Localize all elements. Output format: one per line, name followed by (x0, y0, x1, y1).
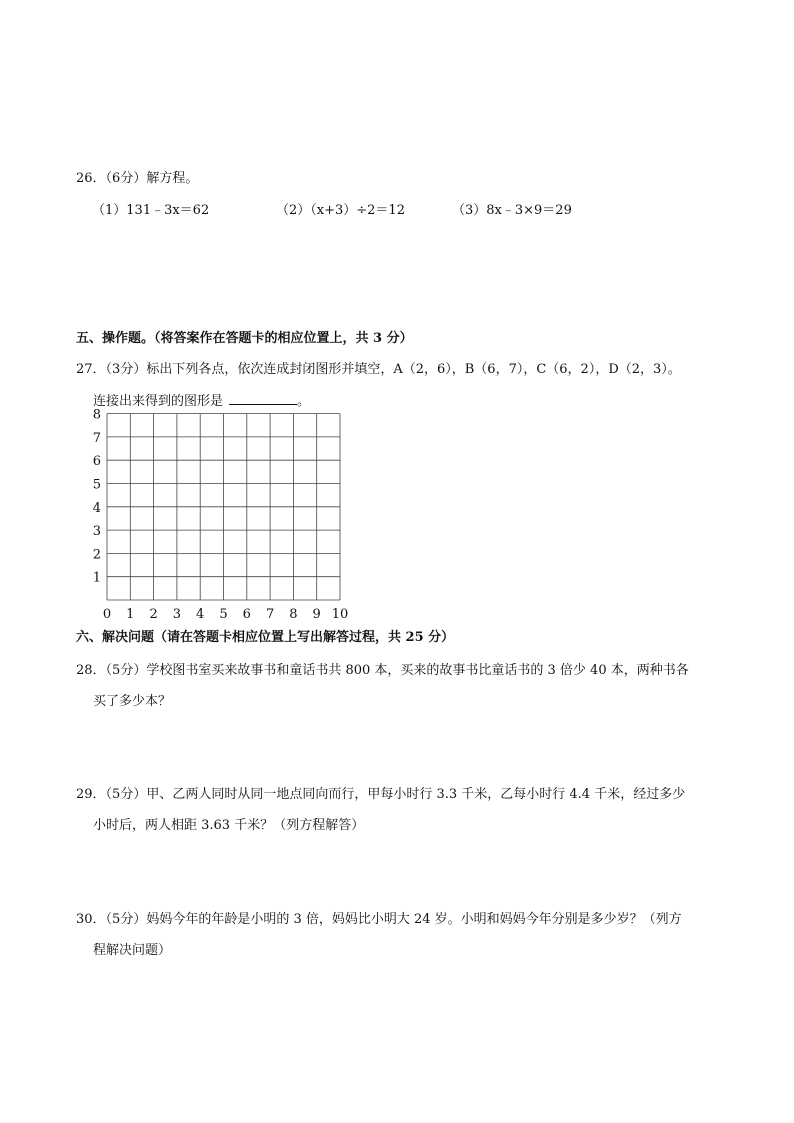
y-tick-label: 8 (92, 407, 101, 423)
q28-line-2: 买了多少本？ (93, 694, 172, 709)
q29-line-2: 小时后，两人相距 3.63 千米？（列方程解答） (93, 818, 365, 833)
q27-prompt: 连接出来得到的图形是 (93, 394, 224, 409)
q29-line-1: 29．（5分）甲、乙两人同时从同一地点同向而行，甲每小时行 3.3 千米，乙每小时行 4.4 千米，经过多少 (76, 787, 686, 802)
section-5-title: 五、操作题。（将答案作在答题卡的相应位置上，共 3 分） (76, 331, 413, 346)
y-tick-label: 3 (92, 524, 101, 540)
q28-line-1: 28．（5分）学校图书室买来故事书和童话书共 800 本，买来的故事书比童话书的 3 倍少 40 本，两种书各 (76, 663, 689, 678)
x-tick-label: 10 (331, 607, 349, 622)
q30-line-2: 程解决问题） (93, 943, 172, 958)
q27-prompt-end: 。 (297, 394, 311, 409)
x-axis-labels (103, 607, 348, 622)
y-tick-label: 4 (92, 500, 101, 516)
q26-part-3: （3）8x﹣3×9＝29 (452, 203, 572, 218)
q30-line-1: 30．（5分）妈妈今年的年龄是小明的 3 倍，妈妈比小明大 24 岁。小明和妈妈今年分别是多少岁？（列方 (76, 912, 682, 927)
x-tick-label: 2 (149, 607, 158, 622)
x-tick-label: 8 (289, 607, 298, 622)
y-tick-label: 5 (92, 477, 101, 493)
x-tick-label: 1 (126, 607, 135, 622)
q26-part-1: （1）131﹣3x＝62 (92, 203, 210, 218)
x-tick-label: 6 (242, 607, 251, 622)
q27-line-2 (93, 392, 310, 411)
q27-answer-blank[interactable] (229, 392, 297, 405)
y-tick-label: 7 (92, 430, 101, 446)
grid-lines (107, 414, 340, 600)
q26-part-2: （2）（x+3）÷2＝12 (276, 203, 405, 218)
y-tick-label: 6 (92, 454, 101, 470)
x-tick-label: 7 (265, 607, 275, 622)
y-tick-label: 1 (92, 570, 101, 586)
section-6-title: 六、解决问题（请在答题卡相应位置上写出解答过程，共 25 分） (76, 630, 455, 645)
y-tick-label: 2 (92, 547, 101, 563)
x-tick-label: 9 (312, 607, 321, 622)
x-tick-label: 3 (172, 607, 182, 622)
q27-line-1: 27．（3分）标出下列各点，依次连成封闭图形并填空，A（2，6），B（6，7），C（6，2），D（2，3）。 (76, 362, 681, 377)
q26-title: 26．（6分）解方程。 (76, 171, 199, 186)
x-tick-label: 4 (196, 607, 205, 622)
y-axis-labels (93, 408, 101, 586)
x-tick-label: 0 (102, 607, 112, 622)
x-tick-label: 5 (219, 607, 228, 622)
